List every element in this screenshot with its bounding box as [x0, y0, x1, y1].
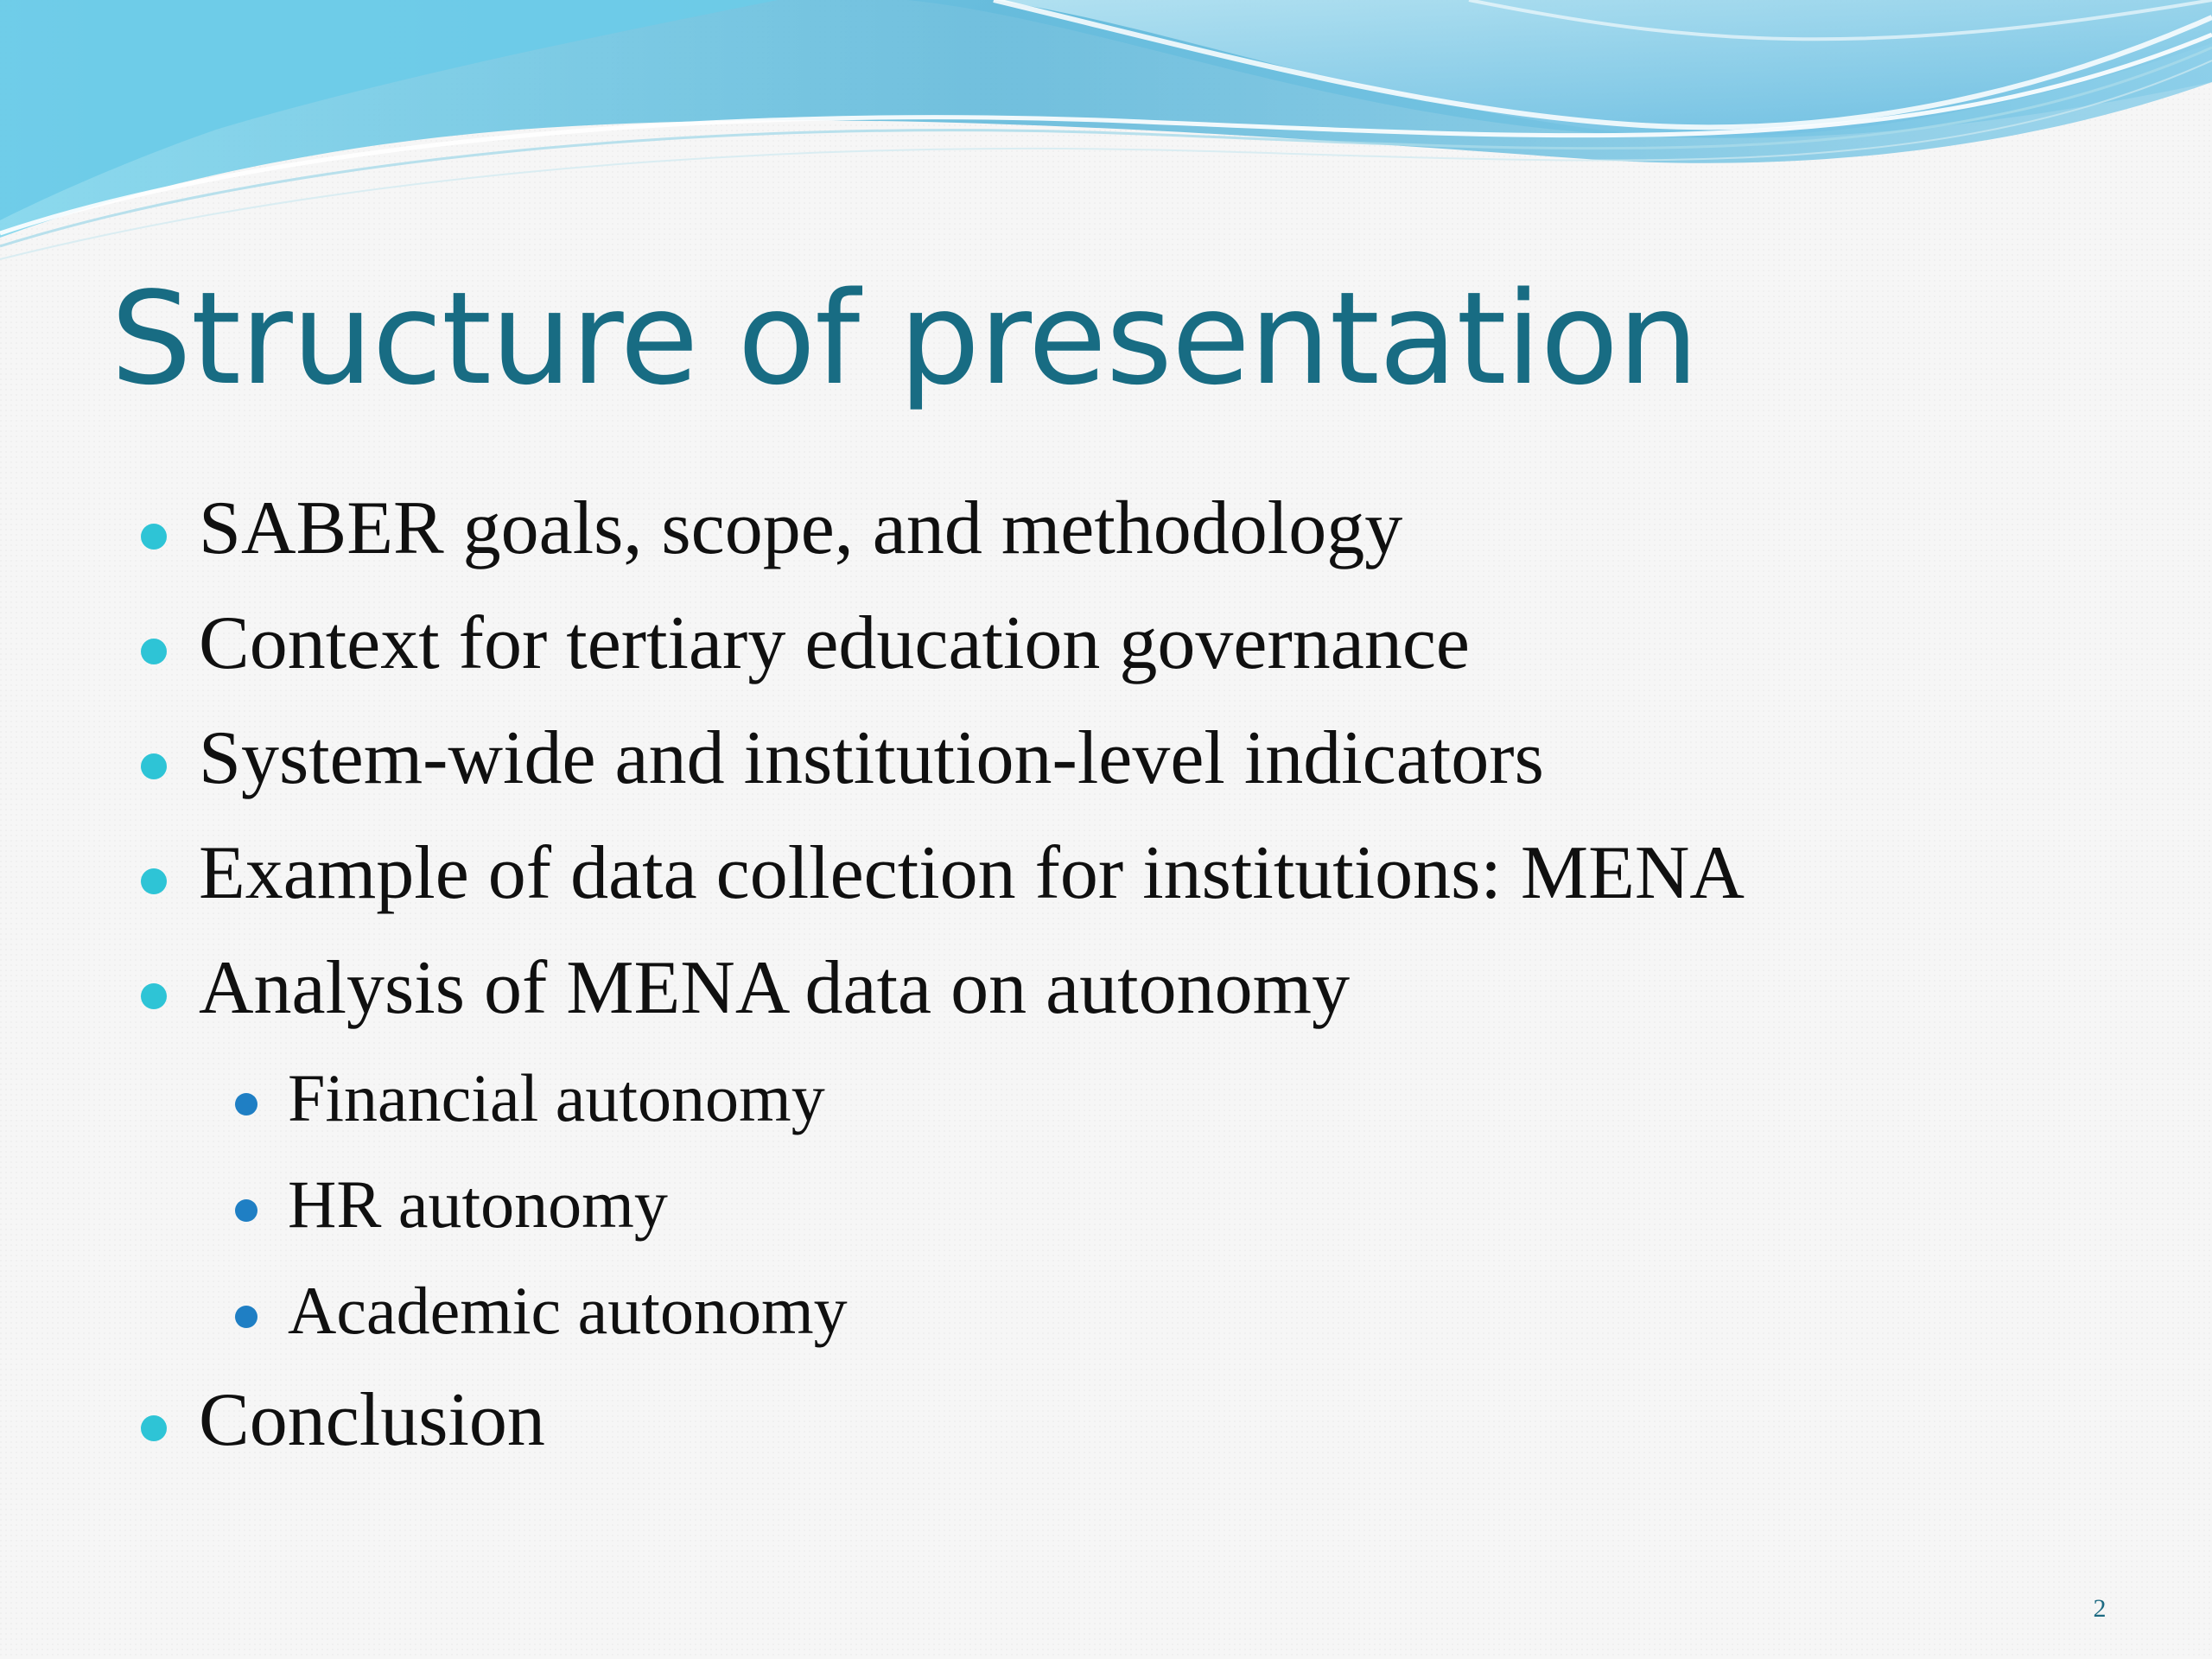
bullet-text: Example of data collection for institutions: MENA [199, 831, 1745, 915]
bullet-text: Academic autonomy [288, 1273, 848, 1348]
bullet-text: HR autonomy [288, 1166, 668, 1242]
sub-bullet-item [288, 1166, 668, 1242]
sub-bullet-item [288, 1273, 848, 1348]
bullet-item [199, 831, 1745, 915]
bullet-item [199, 601, 1470, 685]
bullet-text: Analysis of MENA data on autonomy [199, 946, 1351, 1030]
bullet-dot-icon [141, 639, 167, 664]
bullet-item [199, 946, 1351, 1030]
bullet-dot-icon [141, 983, 167, 1009]
bullet-text: Conclusion [199, 1378, 545, 1462]
bullet-dot-icon [235, 1093, 257, 1116]
bullet-text: Financial autonomy [288, 1060, 825, 1135]
bullet-dot-icon [141, 868, 167, 894]
bullet-item [199, 486, 1403, 570]
page-number: 2 [2093, 1594, 2107, 1623]
bullet-text: Context for tertiary education governance [199, 601, 1470, 685]
bullet-text: SABER goals, scope, and methodology [199, 486, 1403, 570]
bullet-dot-icon [141, 1415, 167, 1441]
bullet-dot-icon [141, 524, 167, 550]
bullet-dot-icon [235, 1306, 257, 1328]
slide-title: Structure of presentation [111, 264, 1698, 413]
header-wave-decoration [0, 0, 2212, 276]
bullet-item [199, 1378, 545, 1462]
sub-bullet-item [288, 1060, 825, 1135]
bullet-dot-icon [141, 753, 167, 779]
bullet-text: System-wide and institution-level indicators [199, 716, 1544, 800]
bullet-item [199, 716, 1544, 800]
bullet-dot-icon [235, 1199, 257, 1222]
